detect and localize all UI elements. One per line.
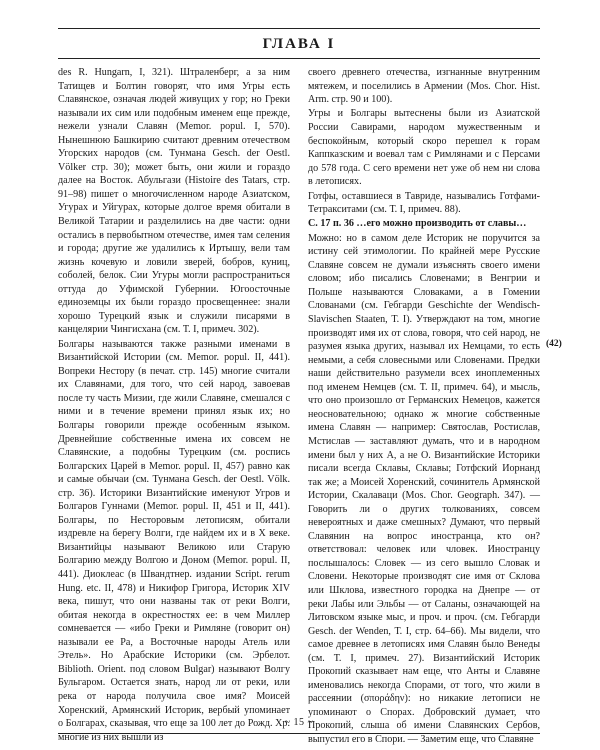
left-paragraph: des R. Hungarn, I, 321). Штраленберг, а за ним Татищев и Болтин говорят, что имя Угры есть Славянское, означая людей живущих у гор; но Греки называли их сим или подобным именем еще прежде, нежели узнали Славян (Memor. popul. I, 570). Нынешнюю Башкирию считают древним отечеством Угорских народов (см. Тунмана Gesch. der Oestl. Völker стр. 30); может быть, они жили и гораздо далее на Восток. Абульгази (Histoire des Tatars, стр. 91–98) пишет о многочисленном народе Азиатском, Угурах и Уйгурах, которые долгое время обитали в Великой Татарии и разделились на две части: одни остались в первобытном отечестве, имея там селения и города; другие же удалились к Иртышу, вели там жизнь кочевую и ловили зверей, бобров, куниц, соболей, белок. Сии Угуры могли распространиться оттуда до Уфимской Губернии. Югоосточные единоземцы их были гораздо просвещеннее: знали хорошо Турецкий язык и служили писарями в канцелярии Чингисхана (см. Т. I, примеч. 302). (58, 67, 290, 336)
right-column (308, 66, 540, 747)
header-top-rule (58, 28, 540, 29)
right-paragraph: своего древнего отечества, изгнанные внутренним мятежем, и поселились в Армении (Mos. Chor. Hist. Arm. стр. 90 и 100). (308, 67, 540, 106)
chapter-title: ГЛАВА I (262, 36, 336, 52)
right-paragraph: Можно: но в самом деле Историк не поручится за истину сей этимологии. По крайней мере Русские Славяне совсем не думали изъяснять своего имени словом; ибо писались Словенами; в Венгрии и Польше называются Словаками, а в Гомении Слованами (см. Гебгарди Geschichte der Wendisch-Slavischen Staaten, Т. I). Утверждают на том, многие производят имя их от слова, говоря, что сей народ, не разумея языка других, называл их Немцами, то есть немыми, а себя словесными или Словенами. Предки наши действительно разумели всех иноплеменных под именем Немцев (см. Т. II, примеч. 64), и мысль, что оно произошло от Германских Немецов, кажется неосновательною; однако ж многие собственные имена Славян — например: Святослав, Ростислав, Мстислав — заставляют думать, что и в народном имени был у них А, а не О. Византийские Историки писали всегда Склавы, Склавы; Готфский Иорнанд так же; а Моисей Хоренский, сочинитель Армянской Истории, Скалаваци (Mos. Chor. Geograph. 347). — Говорить ли о других толкованиях, совсем невероятных и даже смешных? Думают, что первый Славянин на вопрос иностранца, кто он? ответствовал: человек или чловек. Иностранцу послышалось: Словек — из сего вышло Словак и Словени. Некоторые производят сие имя от Склова или Шклова, известного городка на Днепре — от реки Лабы или Эльбы — от Саланы, означающей на Литовском языке мыс, и проч. и проч. (см. Гебгарди Gesch. der Wenden, Т. I, стр. 64–66). Мы видели, что самое древнее в летописях имя Славян было Венеды (см. Т. I, примеч. 27). Византийский Историк Прокопий сказывает нам еще, что Анты и Славяне именовались некогда Спорами, от того, что жили в рассеянии (σποράδην): но никакие летописи не упоминают о Спорах. Добровский думает, что Прокопий, слыша об имени Славянских Сербов, выпустил его в Спори. — Заметим еще, что Славяне (308, 232, 540, 745)
page-number: ~ 15 ~ (284, 717, 314, 728)
footer-rule (58, 733, 540, 734)
right-paragraph: Угры и Болгары вытеснены были из Азиатской России Савирами, народом мужественным и беспокойным, который скоро перешел к горам Каппказским и воевал там с Римлянами и с Персами до 578 года. С сего времени нет уже об нем ни слова в летописях. (308, 108, 540, 188)
left-paragraph: Болгары называются также разными именами в Византийской Истории (см. Memor. popul. II, 441). Вопреки Нестору (в печат. стр. 145) многие считали их Славянами, для того, что сей народ, завоевав после ту часть Мизии, где жили Славяне, смешался с ними и в течение времени принял язык их; но Болгары говорили прежде особенным языком. Древнейшие собственные имена их совсем не Славянские, а подобны Турецким (см. роспись Болгарских Царей в Memor. popul. II, 457) равно как и самые обычаи (см. Тунмана Gesch. der Oestl. Völk. стр. 36). Историки Византийские именуют Угров и Болгаров Гуннами (Memor. popul. II, 451 и II, 441). Болгары, по Несторовым летописям, обитали издревле на берегу Волги, где найдем их и в X веке. Византийцы называют Великою или Старую Болгарию между Волгою и Доном (Memor. popul. II, 441). Диоклеас (в Швандтнер. издании Script. rerum Hung. etc. II, 478) и Никифор Григора, Историк XIV века, пишут, что они названы так от реки Волги, обитая некогда в окрестностях ее: в чем Миллер сомневается — «ибо Греки и Римляне (говорит он) называли ее Ра, а Восточные народы Атель или Этель». Но Арабские Историки (см. Эрбелот. Biblioth. Orient. под словом Bulgar) называют Волгу Бульгаром. Остается знать, народ ли от реки, или река от народа получила свое имя? Моисей Хоренский, Армянский Историк, вербый упоминает о Болгарах, сказывая, что еще за 100 лет до Рожд. Хр. многие из них вышли из (58, 338, 290, 743)
header-bottom-rule (58, 58, 540, 59)
section-heading: С. 17 п. 36 …его можно производить от славы… (308, 218, 527, 230)
right-paragraph: Готфы, оставшиеся в Тавриде, назывались Готфами-Тетракситами (см. Т. I, примеч. 88). (308, 190, 540, 216)
margin-note-number: (42) (546, 339, 562, 349)
left-column (58, 66, 290, 745)
